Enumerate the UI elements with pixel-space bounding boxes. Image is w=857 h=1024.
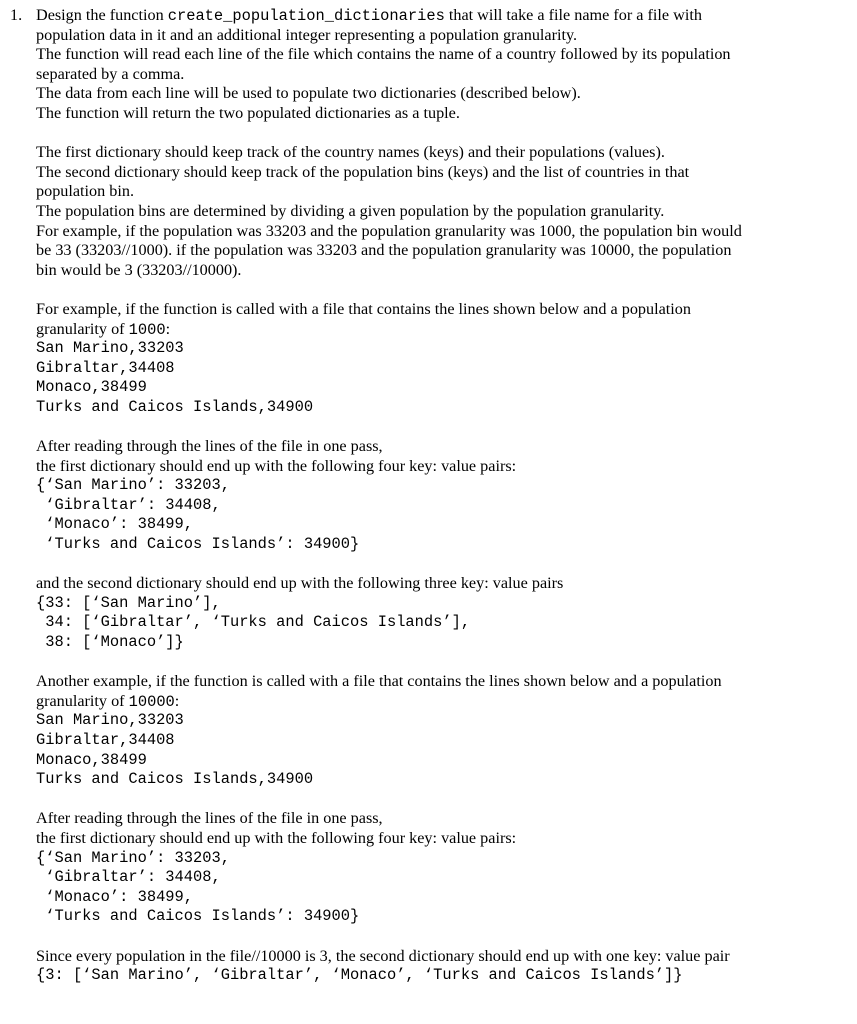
dict1-line: ‘Gibraltar’: 34408,	[36, 495, 221, 514]
granularity-value: 10000	[128, 692, 175, 711]
intro-line: The data from each line will be used to populate two dictionaries (described below).	[36, 84, 581, 103]
intro-line: The function will return the two populated dictionaries as a tuple.	[36, 103, 460, 122]
dictionary-description	[36, 143, 836, 280]
intro-text: that will take a file name for a file with	[444, 6, 702, 24]
granularity-value: 1000	[128, 320, 166, 339]
intro-line	[36, 6, 836, 26]
intro-text: Design the function	[36, 6, 168, 24]
problem-content	[36, 6, 836, 986]
item-number: 1.	[10, 6, 23, 24]
dict1-line: {‘San Marino’: 33203,	[36, 476, 230, 495]
after-reading-line: the first dictionary should end up with the following four key: value pairs:	[36, 456, 517, 475]
dict2-line: 34: [‘Gibraltar’, ‘Turks and Caicos Islands’],	[36, 613, 471, 632]
dict1-line: ‘Monaco’: 38499,	[36, 515, 194, 534]
example-intro-line	[36, 320, 836, 340]
description-line: For example, if the population was 33203 and the population granularity was 1000, the population bin would	[36, 221, 742, 240]
file-line: San Marino,33203	[36, 339, 184, 358]
file-line: Turks and Caicos Islands,34900	[36, 397, 314, 416]
intro-line: The function will read each line of the file which contains the name of a country followed by its population	[36, 45, 731, 64]
example-intro-line: Another example, if the function is called with a file that contains the lines shown below and a population	[36, 672, 722, 691]
dict2-line: 38: [‘Monaco’]}	[36, 633, 184, 651]
example-1	[36, 300, 836, 653]
example-intro-line	[36, 692, 836, 712]
description-line: bin would be 3 (33203//10000).	[36, 260, 242, 279]
second-dict-intro: and the second dictionary should end up with the following three key: value pairs	[36, 574, 564, 593]
description-line: The second dictionary should keep track of the population bins (keys) and the list of countries in that	[36, 162, 690, 181]
file-line: Monaco,38499	[36, 750, 147, 769]
document	[0, 6, 857, 986]
intro-paragraph	[36, 6, 836, 124]
file-line: Monaco,38499	[36, 378, 147, 397]
intro-line: separated by a comma.	[36, 64, 185, 83]
intro-line: population data in it and an additional integer representing a population granularity.	[36, 25, 578, 44]
dict1-line: ‘Turks and Caicos Islands’: 34900}	[36, 535, 360, 554]
file-line: San Marino,33203	[36, 711, 184, 730]
second-dict-intro: Since every population in the file//10000 is 3, the second dictionary should end up with one key: value pair	[36, 946, 730, 965]
description-line: The population bins are determined by dividing a given population by the population granularity.	[36, 201, 665, 220]
dict2-line: {33: [‘San Marino’],	[36, 593, 221, 612]
description-line: population bin.	[36, 182, 135, 201]
file-line: Gibraltar,34408	[36, 358, 175, 377]
granularity-text: granularity of	[36, 319, 129, 338]
example-2	[36, 672, 836, 986]
granularity-colon: :	[174, 691, 180, 710]
file-line: Gibraltar,34408	[36, 730, 175, 749]
granularity-text: granularity of	[36, 691, 129, 710]
dict1-line: {‘San Marino’: 33203,	[36, 848, 230, 867]
example-intro-line: For example, if the function is called with a file that contains the lines shown below and a population	[36, 299, 691, 318]
granularity-colon: :	[165, 319, 171, 338]
after-reading-line: the first dictionary should end up with the following four key: value pairs:	[36, 828, 517, 847]
after-reading-line: After reading through the lines of the file in one pass,	[36, 809, 383, 828]
dict1-line: ‘Gibraltar’: 34408,	[36, 868, 221, 887]
description-line: be 33 (33203//1000). if the population was 33203 and the population granularity was 10000, the population	[36, 241, 732, 260]
dict1-line: ‘Monaco’: 38499,	[36, 887, 194, 906]
dict1-line: ‘Turks and Caicos Islands’: 34900}	[36, 907, 360, 926]
description-line: The first dictionary should keep track of the country names (keys) and their populations (values).	[36, 143, 665, 162]
after-reading-line: After reading through the lines of the file in one pass,	[36, 437, 383, 456]
dict2-line: {3: [‘San Marino’, ‘Gibraltar’, ‘Monaco’, ‘Turks and Caicos Islands’]}	[36, 966, 683, 985]
function-name: create_population_dictionaries	[167, 7, 445, 25]
file-line: Turks and Caicos Islands,34900	[36, 770, 314, 789]
